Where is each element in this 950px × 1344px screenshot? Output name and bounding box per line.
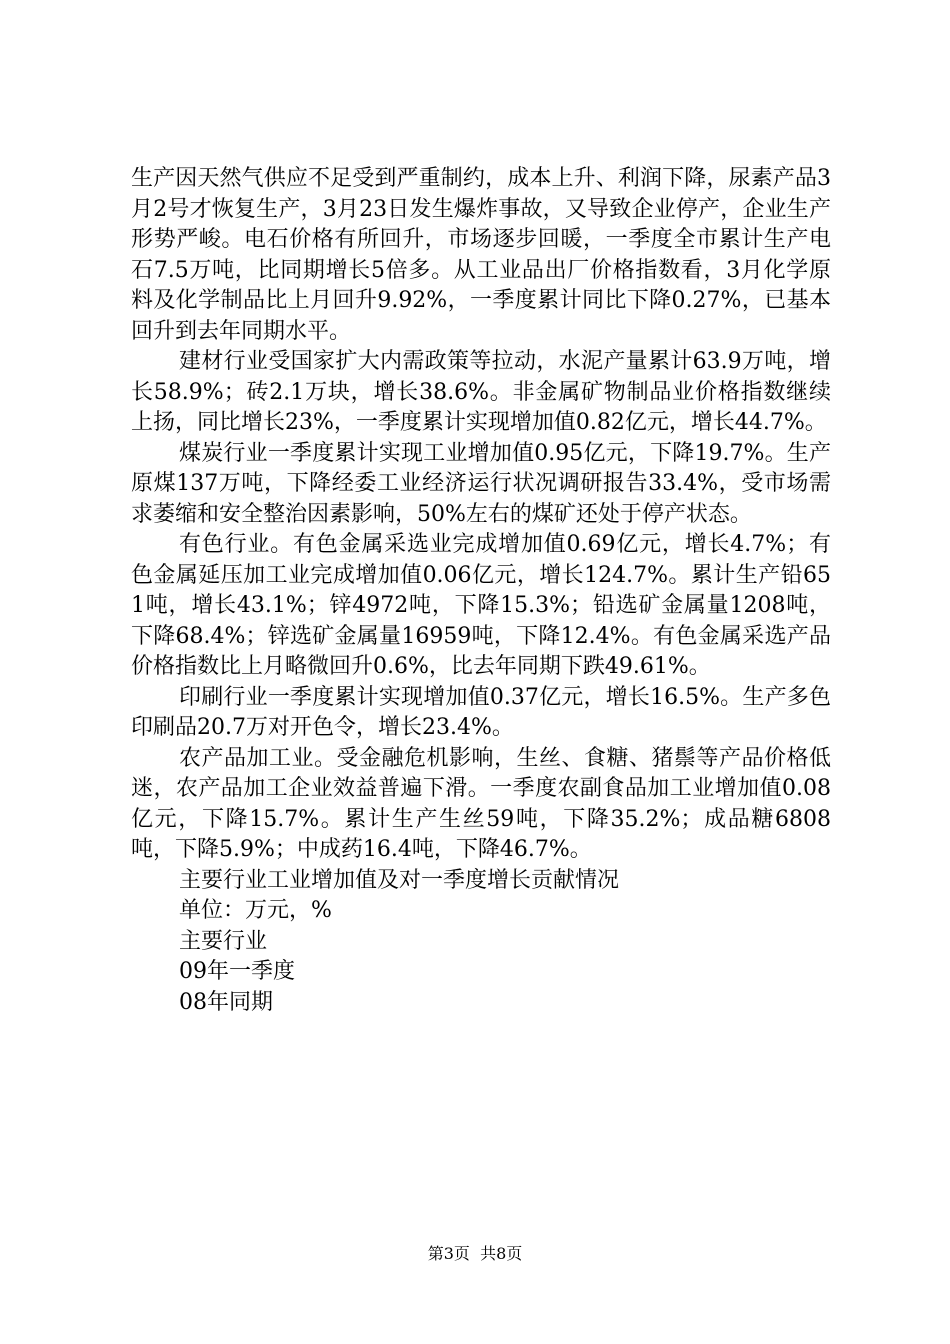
paragraph-coal: 煤炭行业一季度累计实现工业增加值0.95亿元，下降19.7%。生产原煤137万吨，下降经委工业经济运行状况调研报告33.4%，受市场需求萎缩和安全整治因素影响，50%左右的煤矿还处于停产状态。 <box>131 440 831 527</box>
paragraph-nonferrous: 有色行业。有色金属采选业完成增加值0.69亿元，增长4.7%；有色金属延压加工业完成增加值0.06亿元，增长124.7%。累计生产铅651吨，增长43.1%；锌4972吨，下降15.3%；铅选矿金属量1208吨，下降68.4%；锌选矿金属量16959吨，下降12.4%。有色金属采选产品价格指数比上月略微回升0.6%，比去年同期下跌49.61%。 <box>131 532 831 679</box>
page-footer: 第3页 共8页 <box>427 1244 523 1263</box>
table-unit: 单位：万元，% <box>179 898 332 923</box>
paragraph-chemical: 生产因天然气供应不足受到严重制约，成本上升、利润下降，尿素产品3月2号才恢复生产，3月23日发生爆炸事故，又导致企业停产，企业生产形势严峻。电石价格有所回升，市场逐步回暖，一季度全市累计生产电石7.5万吨，比同期增长5倍多。从工业品出厂价格指数看，3月化学原料及化学制品比上月回升9.92%，一季度累计同比下降0.27%，已基本回升到去年同期水平。 <box>131 166 831 344</box>
paragraph-agri-processing: 农产品加工业。受金融危机影响，生丝、食糖、猪鬃等产品价格低迷，农产品加工企业效益普遍下滑。一季度农副食品加工业增加值0.08亿元，下降15.7%。累计生产生丝59吨，下降35.2%；成品糖6808吨，下降5.9%；中成药16.4吨，下降46.7%。 <box>131 745 831 862</box>
paragraph-building-materials: 建材行业受国家扩大内需政策等拉动，水泥产量累计63.9万吨，增长58.9%；砖2.1万块，增长38.6%。非金属矿物制品业价格指数继续上扬，同比增长23%，一季度累计实现增加值0.82亿元，增长44.7%。 <box>131 349 831 435</box>
table-header-2008: 08年同期 <box>179 989 273 1015</box>
table-header-industry: 主要行业 <box>179 928 268 954</box>
document-body <box>131 164 831 1018</box>
table-title: 主要行业工业增加值及对一季度增长贡献情况 <box>179 867 620 893</box>
paragraph-printing: 印刷行业一季度累计实现增加值0.37亿元，增长16.5%。生产多色印刷品20.7万对开色令，增长23.4%。 <box>131 684 831 740</box>
table-header-2009-q1: 09年一季度 <box>179 959 295 984</box>
